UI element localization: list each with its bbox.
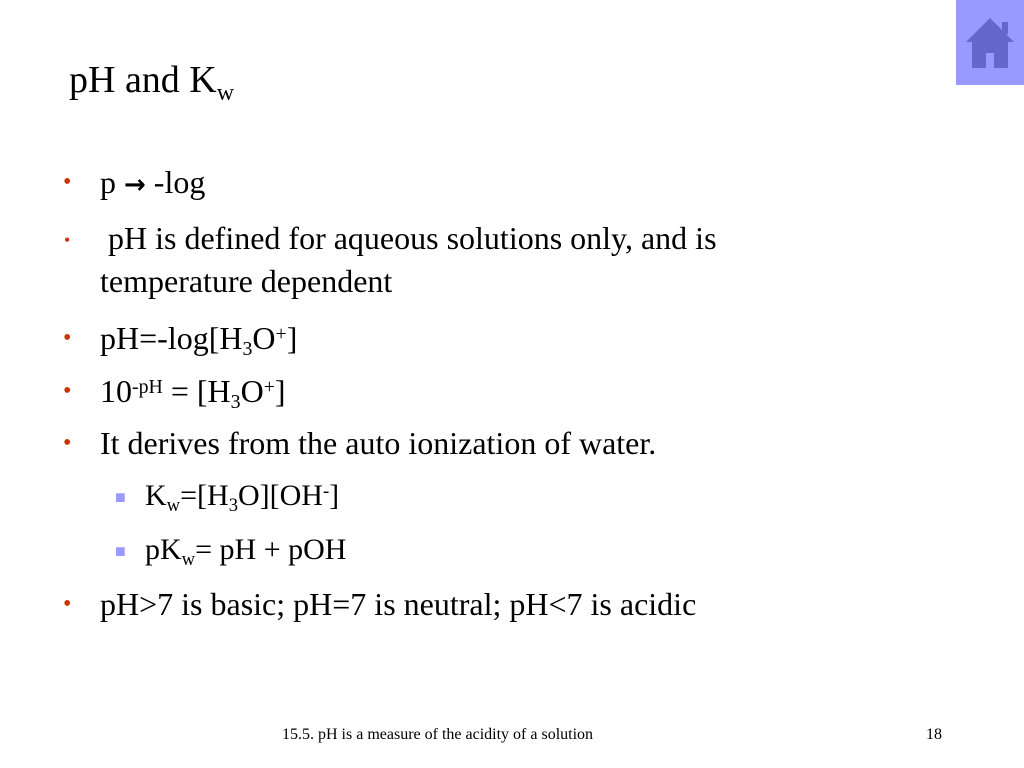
sub-bullet-text: $K_w=[H_3O][OH^-]$ — [145, 479, 340, 516]
arrow-icon: → — [124, 170, 146, 200]
bullet-text: It derives from the auto ionization of water. — [100, 425, 657, 461]
bullet-marker: • — [63, 591, 72, 617]
sub-bullet-text: $pK_w=$ pH + pOH — [145, 533, 347, 570]
bullet-marker: • — [63, 378, 72, 404]
bullet-text: $10^{-pH} = [H_3O^+]$ — [100, 373, 286, 414]
bullet-marker: • — [63, 169, 72, 195]
bullet-text: p → -log — [100, 164, 206, 200]
slide-title: pH and $K_w$ — [69, 59, 235, 106]
sub-bullet-marker: ■ — [115, 487, 126, 507]
bullet-marker: • — [64, 230, 71, 250]
bullet-marker: • — [63, 430, 72, 456]
bullet-marker: • — [63, 325, 72, 351]
title-subscript: w — [216, 80, 235, 106]
bullet-text: $pH=-\log[H_3O^+]$ — [100, 320, 298, 361]
sub-bullet-marker: ■ — [115, 541, 126, 561]
bullet-text: pH>7 is basic; pH=7 is neutral; pH<7 is acidic — [100, 586, 697, 622]
bullet-text: pH is defined for aqueous solutions only, and is temperature dependent — [100, 220, 717, 299]
page-number: 18 — [926, 726, 942, 743]
slide-footer: 15.5. pH is a measure of the acidity of a solution — [282, 726, 594, 743]
